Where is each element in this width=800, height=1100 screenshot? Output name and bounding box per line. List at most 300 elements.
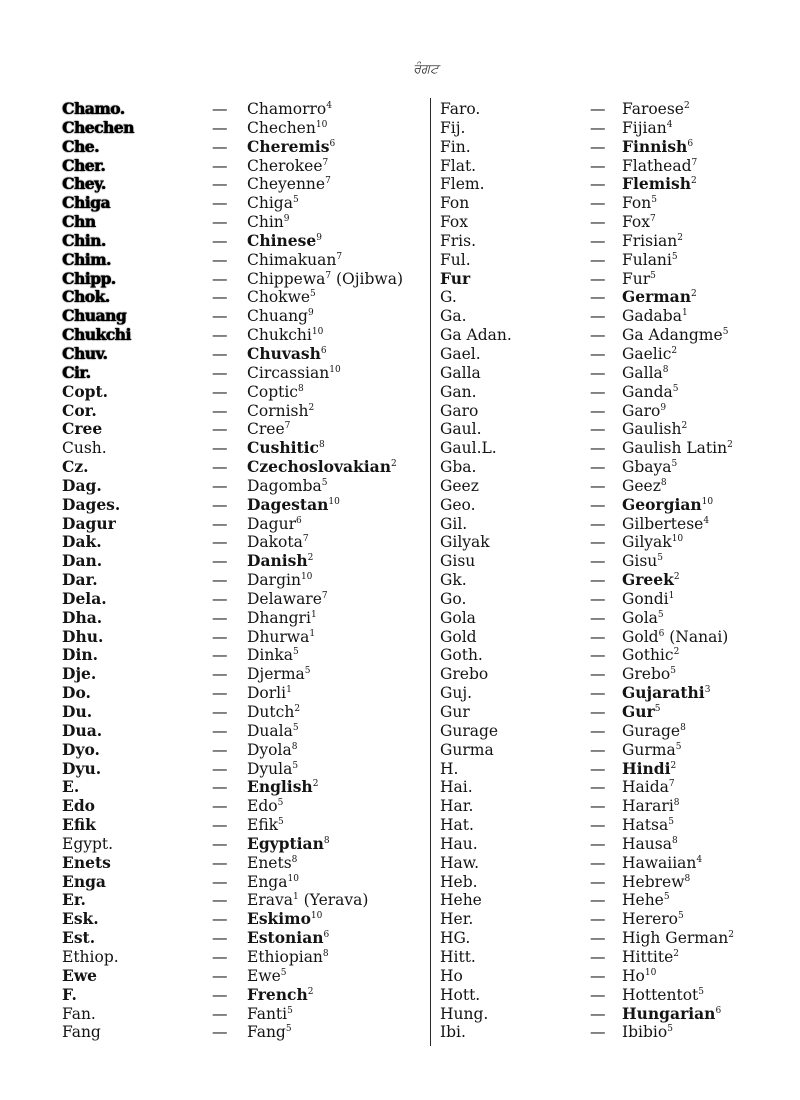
entry-language <box>247 175 331 194</box>
entry-footnote-number: 6 <box>687 138 694 149</box>
entry-footnote-number: 5 <box>663 892 670 903</box>
entry-abbreviation: Chuv. <box>62 343 108 363</box>
entry-dash: — <box>212 872 228 891</box>
entry-language <box>622 760 676 779</box>
entry-language <box>247 496 340 515</box>
entry-language <box>247 646 299 665</box>
entry-abbreviation: Fon <box>440 194 470 213</box>
entry-abbreviation: Gur <box>440 703 470 721</box>
entry-dash: — <box>212 156 228 175</box>
entry-language <box>247 948 329 967</box>
entry-language <box>622 703 660 722</box>
entry-dash: — <box>212 627 228 646</box>
entry-language-name: Ibibio <box>622 1023 668 1042</box>
entry-language <box>622 119 672 138</box>
entry-footnote-number: 5 <box>722 327 729 338</box>
entry-language-name: Fulani <box>622 250 672 269</box>
entry-footnote-number: 2 <box>391 459 397 470</box>
entry-language-name: Gbaya <box>622 458 672 477</box>
entry-language <box>622 270 656 289</box>
entry-language <box>622 929 734 948</box>
entry-language-name: Dinka <box>247 646 294 665</box>
entry-footnote-number: 5 <box>321 477 328 488</box>
entry-abbreviation: Gael. <box>440 344 481 363</box>
entry-language <box>622 628 728 647</box>
entry-dash: — <box>212 703 228 721</box>
entry-language <box>622 552 663 571</box>
entry-language-name: Cheremis <box>247 136 330 156</box>
entry-dash: — <box>590 627 606 646</box>
entry-abbreviation: Fan. <box>62 1004 96 1023</box>
entry-footnote-number: 7 <box>325 176 331 187</box>
entry-abbreviation: Ga Adan. <box>440 326 512 345</box>
entry-dash: — <box>590 985 606 1004</box>
entry-language <box>247 835 330 854</box>
entry-language <box>622 891 670 910</box>
entry-footnote-number: 5 <box>670 666 676 677</box>
entry-dash: — <box>212 684 228 703</box>
entry-footnote-number: 5 <box>671 251 678 262</box>
entry-footnote-number: 1 <box>286 685 292 696</box>
entry-footnote-number: 2 <box>307 986 314 997</box>
entry-footnote-number: 5 <box>667 1024 673 1035</box>
entry-language-name: Dhurwa <box>247 627 310 646</box>
entry-footnote-number: 3 <box>704 685 711 696</box>
entry-language-name: Duala <box>247 721 293 740</box>
entry-abbreviation: Garo <box>440 401 479 420</box>
entry-dash: — <box>212 1004 228 1023</box>
entry-dash: — <box>590 476 606 495</box>
entry-dash: — <box>212 118 228 137</box>
entry-footnote-number: 7 <box>325 270 332 281</box>
entry-footnote-number: 8 <box>322 948 329 959</box>
entry-footnote-number: 10 <box>671 534 684 545</box>
entry-footnote-number: 6 <box>323 930 330 941</box>
entry-language <box>622 194 657 213</box>
entry-language-name: Dagestan <box>247 494 329 514</box>
entry-dash: — <box>590 571 606 590</box>
entry-language-name: Djerma <box>247 665 305 684</box>
entry-language-name: Enga <box>247 872 288 891</box>
entry-abbreviation: E. <box>62 777 80 797</box>
entry-language-name: Chokwe <box>247 288 311 307</box>
entry-footnote-number: 5 <box>292 195 299 206</box>
entry-footnote-number: 5 <box>650 270 656 281</box>
entry-dash: — <box>212 439 228 458</box>
entry-footnote-number: 10 <box>310 911 323 922</box>
entry-dash: — <box>590 816 606 835</box>
entry-dash: — <box>590 533 606 552</box>
entry-language-name: Dagomba <box>247 476 322 495</box>
entry-footnote-number: 4 <box>703 515 710 526</box>
entry-abbreviation: F. <box>62 984 77 1004</box>
entry-language <box>247 722 299 741</box>
entry-language <box>622 741 681 760</box>
entry-footnote-number: 5 <box>292 760 299 771</box>
entry-footnote-number: 2 <box>728 930 734 941</box>
entry-abbreviation: Faro. <box>440 100 481 118</box>
entry-language <box>247 778 318 797</box>
entry-language <box>247 477 328 496</box>
entry-language <box>622 646 679 665</box>
entry-language <box>622 364 669 383</box>
entry-footnote-number: 5 <box>657 553 664 564</box>
entry-language <box>247 402 314 421</box>
entry-footnote-number: 7 <box>322 157 329 168</box>
entry-abbreviation: Her. <box>440 910 474 929</box>
entry-dash: — <box>212 834 228 853</box>
entry-abbreviation: Che. <box>62 136 99 156</box>
entry-language-name: Dutch <box>247 703 295 721</box>
entry-language <box>622 873 690 892</box>
entry-dash: — <box>212 250 228 269</box>
entry-language <box>622 571 680 590</box>
entry-abbreviation: Esk. <box>62 909 99 929</box>
entry-language-name: English <box>247 777 313 797</box>
entry-language-name: Chinese <box>247 230 317 250</box>
entry-language <box>622 910 684 929</box>
entry-language-name: Chimakuan <box>247 250 337 269</box>
entry-dash: — <box>212 175 228 194</box>
entry-footnote-number: 5 <box>651 195 657 206</box>
entry-abbreviation: Do. <box>62 683 91 703</box>
entry-note: (Nanai) <box>664 627 729 646</box>
entry-dash: — <box>212 382 228 401</box>
entry-language <box>247 194 299 213</box>
entry-abbreviation: Haw. <box>440 853 480 872</box>
entry-language-name: Dorli <box>247 684 287 703</box>
entry-language-name: Finnish <box>622 136 688 156</box>
entry-language-name: Chuang <box>247 307 308 326</box>
entry-language <box>622 835 678 854</box>
entry-abbreviation: Fris. <box>440 231 477 250</box>
entry-footnote-number: 2 <box>673 572 680 583</box>
entry-footnote-number: 9 <box>283 214 290 225</box>
entry-language <box>247 910 322 929</box>
entry-language-name: Coptic <box>247 382 298 401</box>
entry-abbreviation: Gisu <box>440 552 476 571</box>
entry-footnote-number: 1 <box>310 609 317 620</box>
entry-language-name: Dargin <box>247 571 301 590</box>
entry-language <box>622 797 680 816</box>
entry-footnote-number: 7 <box>336 251 343 262</box>
entry-language <box>247 873 299 892</box>
entry-dash: — <box>590 703 606 721</box>
entry-abbreviation: Chey. <box>62 174 106 194</box>
entry-footnote-number: 8 <box>291 741 298 752</box>
entry-language-name: Delaware <box>247 589 322 608</box>
entry-dash: — <box>212 816 228 835</box>
entry-abbreviation: Ibi. <box>440 1023 466 1042</box>
entry-dash: — <box>590 326 606 345</box>
page-header-mark: ਰੰਗਟ <box>413 62 439 77</box>
entry-footnote-number: 2 <box>670 760 677 771</box>
entry-footnote-number: 8 <box>673 798 680 809</box>
entry-dash: — <box>212 307 228 326</box>
entry-language-name: Chiga <box>247 194 293 213</box>
entry-dash: — <box>590 382 606 401</box>
entry-abbreviation: Dyo. <box>62 739 100 759</box>
entry-abbreviation: Chukchi <box>62 325 131 345</box>
entry-language-name: Fox <box>622 213 650 232</box>
entry-abbreviation: Chamo. <box>62 99 125 118</box>
entry-abbreviation: Gba. <box>440 458 477 477</box>
entry-dash: — <box>212 495 228 514</box>
entry-abbreviation: Chin. <box>62 230 106 250</box>
entry-footnote-number: 6 <box>295 515 302 526</box>
entry-language-name: Ewe <box>247 966 281 985</box>
entry-language <box>622 533 683 552</box>
entry-dash: — <box>590 797 606 816</box>
entry-dash: — <box>590 589 606 608</box>
entry-abbreviation: Gilyak <box>440 533 490 552</box>
entry-language-name: Fang <box>247 1023 286 1042</box>
entry-note: (Yerava) <box>298 891 369 910</box>
entry-dash: — <box>590 194 606 213</box>
entry-language <box>622 213 656 232</box>
entry-dash: — <box>590 495 606 514</box>
entry-language-name: Gold <box>622 627 659 646</box>
entry-footnote-number: 4 <box>326 101 332 111</box>
entry-language-name: Haida <box>622 778 669 797</box>
entry-footnote-number: 5 <box>310 289 316 300</box>
entry-abbreviation: Hai. <box>440 778 473 797</box>
entry-language <box>247 1023 292 1042</box>
entry-language-name: Galla <box>622 363 663 382</box>
entry-language <box>622 326 728 345</box>
entry-footnote-number: 4 <box>666 119 673 130</box>
entry-language <box>622 383 679 402</box>
entry-abbreviation: Dela. <box>62 588 107 608</box>
entry-footnote-number: 5 <box>678 911 684 922</box>
entry-language <box>622 1023 673 1042</box>
entry-footnote-number: 10 <box>300 572 313 583</box>
entry-dash: — <box>212 194 228 213</box>
entry-language <box>247 420 290 439</box>
entry-dash: — <box>590 853 606 872</box>
entry-abbreviation: Gk. <box>440 571 467 590</box>
entry-language <box>622 420 687 439</box>
entry-abbreviation: Dar. <box>62 570 98 590</box>
entry-dash: — <box>212 326 228 345</box>
entry-abbreviation: Fox <box>440 213 468 232</box>
entry-dash: — <box>212 929 228 948</box>
entry-language <box>247 100 332 119</box>
entry-footnote-number: 5 <box>657 609 664 620</box>
entry-language-name: Gothic <box>622 646 674 665</box>
entry-footnote-number: 8 <box>291 854 298 865</box>
entry-language-name: Gadaba <box>622 307 682 326</box>
entry-dash: — <box>590 759 606 778</box>
entry-language <box>247 251 342 270</box>
entry-language-name: Enets <box>247 853 292 872</box>
entry-dash: — <box>212 231 228 250</box>
entry-abbreviation: Dhu. <box>62 626 104 646</box>
entry-language <box>247 986 313 1005</box>
entry-dash: — <box>590 778 606 797</box>
entry-abbreviation: Dje. <box>62 664 97 684</box>
entry-language <box>247 515 302 534</box>
entry-dash: — <box>590 363 606 382</box>
entry-language-name: Gujarathi <box>622 683 705 703</box>
entry-language <box>622 458 677 477</box>
entry-footnote-number: 7 <box>284 421 291 432</box>
entry-footnote-number: 2 <box>684 101 690 111</box>
entry-abbreviation: Du. <box>62 702 93 721</box>
entry-footnote-number: 5 <box>277 798 284 809</box>
entry-language <box>622 1005 721 1024</box>
entry-footnote-number: 5 <box>671 459 678 470</box>
entry-dash: — <box>590 420 606 439</box>
entry-language-name: High German <box>622 929 729 948</box>
entry-dash: — <box>212 665 228 684</box>
entry-language-name: Circassian <box>247 363 330 382</box>
entry-language <box>622 986 704 1005</box>
entry-footnote-number: 2 <box>690 289 697 300</box>
entry-dash: — <box>590 684 606 703</box>
entry-language-name: Cherokee <box>247 156 323 175</box>
entry-language-name: Hausa <box>622 834 672 853</box>
entry-abbreviation: G. <box>440 288 457 307</box>
entry-abbreviation: Dagur <box>62 513 116 533</box>
entry-footnote-number: 10 <box>315 119 328 130</box>
entry-language-name: Greek <box>622 570 674 590</box>
entry-language-name: Cushitic <box>247 438 319 458</box>
entry-dash: — <box>590 514 606 533</box>
entry-language <box>247 383 304 402</box>
entry-abbreviation: Chn <box>62 212 96 232</box>
entry-dash: — <box>590 213 606 232</box>
entry-language <box>622 402 666 421</box>
entry-abbreviation: Ewe <box>62 965 98 985</box>
entry-dash: — <box>590 665 606 684</box>
entry-language <box>622 100 690 119</box>
entry-abbreviation: Chok. <box>62 287 110 307</box>
entry-language-name: Hittite <box>622 947 674 966</box>
entry-language <box>622 515 709 534</box>
entry-language-name: Chechen <box>247 118 316 137</box>
entry-dash: — <box>212 344 228 363</box>
entry-language <box>622 345 677 364</box>
entry-language <box>622 665 676 684</box>
entry-footnote-number: 7 <box>321 590 328 601</box>
entry-language-name: Cornish <box>247 401 309 420</box>
entry-footnote-number: 6 <box>658 628 665 639</box>
entry-language <box>247 439 325 458</box>
entry-abbreviation: Cher. <box>62 155 106 175</box>
entry-abbreviation: Dua. <box>62 720 103 740</box>
entry-abbreviation: Dag. <box>62 475 102 495</box>
entry-language-name: Erava <box>247 891 293 910</box>
entry-abbreviation: Hat. <box>440 816 474 835</box>
entry-dash: — <box>590 231 606 250</box>
entry-dash: — <box>212 646 228 665</box>
entry-dash: — <box>590 966 606 985</box>
entry-language-name: Faroese <box>622 100 684 118</box>
entry-language-name: Gurma <box>622 740 676 759</box>
entry-dash: — <box>212 1023 228 1042</box>
entry-abbreviation: Gurage <box>440 721 499 740</box>
entry-dash: — <box>590 250 606 269</box>
entry-dash: — <box>212 363 228 382</box>
entry-dash: — <box>590 552 606 571</box>
entry-footnote-number: 7 <box>691 157 698 168</box>
entry-dash: — <box>590 834 606 853</box>
entry-footnote-number: 2 <box>307 553 314 564</box>
entry-footnote-number: 1 <box>292 892 299 903</box>
entry-abbreviation: Dyu. <box>62 758 102 778</box>
entry-footnote-number: 2 <box>673 948 680 959</box>
entry-footnote-number: 8 <box>660 477 667 488</box>
column-divider <box>430 98 431 1046</box>
entry-abbreviation: HG. <box>440 929 471 948</box>
entry-abbreviation: Cor. <box>62 400 97 420</box>
entry-footnote-number: 4 <box>696 854 703 865</box>
entry-language <box>247 967 287 986</box>
entry-language <box>247 288 316 307</box>
entry-dash: — <box>590 137 606 156</box>
entry-footnote-number: 7 <box>649 214 656 225</box>
entry-language <box>247 364 341 383</box>
entry-language <box>247 797 283 816</box>
entry-dash: — <box>590 910 606 929</box>
entry-abbreviation: Dan. <box>62 551 103 571</box>
entry-language-name: Gaelic <box>622 344 672 363</box>
entry-abbreviation: Ga. <box>440 307 467 326</box>
entry-language-name: Herero <box>622 910 679 929</box>
entry-language-name: Gaulish <box>622 420 682 439</box>
entry-language <box>247 345 327 364</box>
entry-footnote-number: 10 <box>701 496 714 507</box>
entry-abbreviation: Geo. <box>440 495 476 514</box>
entry-language <box>247 665 311 684</box>
entry-dash: — <box>212 759 228 778</box>
entry-language <box>247 684 292 703</box>
entry-footnote-number: 2 <box>312 779 319 790</box>
entry-footnote-number: 10 <box>311 327 324 338</box>
entry-footnote-number: 5 <box>654 704 661 714</box>
entry-abbreviation: Gan. <box>440 382 477 401</box>
entry-footnote-number: 1 <box>309 628 316 639</box>
entry-language-name: Dyola <box>247 740 292 759</box>
entry-language-name: Gola <box>622 608 658 627</box>
entry-language <box>622 778 675 797</box>
entry-dash: — <box>590 608 606 627</box>
entry-footnote-number: 2 <box>308 402 315 413</box>
entry-language-name: Gilbertese <box>622 514 704 533</box>
entry-dash: — <box>212 947 228 966</box>
entry-language-name: Fijian <box>622 118 667 137</box>
entry-footnote-number: 5 <box>287 1005 293 1016</box>
entry-dash: — <box>212 797 228 816</box>
entry-abbreviation: Gaul. <box>440 420 482 439</box>
entry-footnote-number: 2 <box>671 345 678 356</box>
entry-language-name: Ga Adangme <box>622 326 723 345</box>
entry-language-name: Hottentot <box>622 985 699 1004</box>
entry-footnote-number: 2 <box>294 704 301 714</box>
entry-language <box>247 552 313 571</box>
entry-language <box>622 948 679 967</box>
entry-footnote-number: 2 <box>673 647 680 658</box>
entry-language-name: Georgian <box>622 494 702 514</box>
entry-dash: — <box>212 213 228 232</box>
entry-language <box>622 307 688 326</box>
entry-dash: — <box>212 966 228 985</box>
entry-abbreviation: Fin. <box>440 137 471 156</box>
entry-language <box>247 138 335 157</box>
entry-language <box>247 119 327 138</box>
entry-footnote-number: 10 <box>644 967 657 978</box>
